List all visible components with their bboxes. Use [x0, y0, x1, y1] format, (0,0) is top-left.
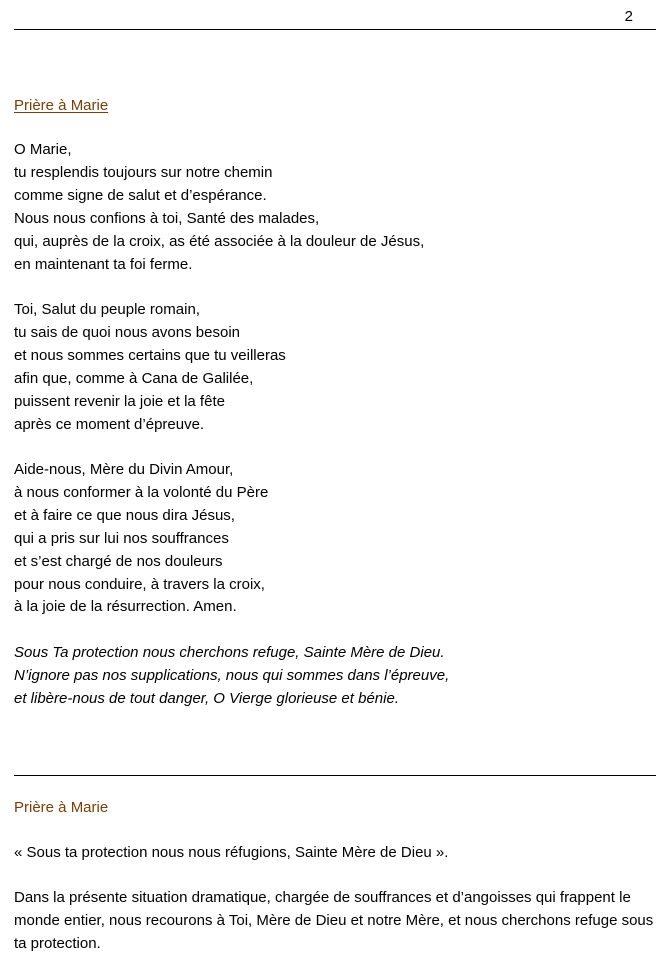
stanza-3 — [14, 459, 654, 619]
stanza-line: Nous nous confions à toi, Santé des malades, — [14, 209, 320, 227]
stanza-line: à nous conformer à la volonté du Père — [14, 483, 269, 501]
section-1-title: Prière à Marie — [14, 97, 109, 114]
stanza-line: en maintenant ta foi ferme. — [14, 255, 193, 273]
paragraph: « Sous ta protection nous nous réfugions, Sainte Mère de Dieu ». — [14, 844, 449, 861]
stanza-line: pour nous conduire, à travers la croix, — [14, 575, 265, 593]
paragraph: Dans la présente situation dramatique, chargée de souffrances et d’angoisses qui frappent le monde entier, nous recourons à Toi, Mère de Dieu et notre Mère, et nous cherchons refuge sous ta protection. — [14, 889, 654, 952]
stanza-line: et nous sommes certains que tu veilleras — [14, 346, 286, 364]
stanza-line: puissent revenir la joie et la fête — [14, 392, 225, 410]
stanza-line: qui a pris sur lui nos souffrances — [14, 529, 229, 547]
stanza-4-italic — [14, 642, 654, 711]
stanza-line: O Marie, — [14, 141, 72, 158]
stanza-line: Sous Ta protection nous cherchons refuge, Sainte Mère de Dieu. — [14, 644, 445, 661]
stanza-line: tu resplendis toujours sur notre chemin — [14, 163, 273, 181]
section-2-title: Prière à Marie — [14, 799, 109, 816]
stanza-line: qui, auprès de la croix, as été associée à la douleur de Jésus, — [14, 232, 425, 250]
stanza-1 — [14, 139, 654, 276]
stanza-line: comme signe de salut et d’espérance. — [14, 186, 267, 204]
stanza-line: et à faire ce que nous dira Jésus, — [14, 506, 235, 524]
stanza-line: N’ignore pas nos supplications, nous qui sommes dans l’épreuve, — [14, 666, 450, 684]
stanza-2 — [14, 299, 654, 436]
stanza-line: et s’est chargé de nos douleurs — [14, 552, 223, 570]
stanza-line: à la joie de la résurrection. Amen. — [14, 598, 237, 616]
stanza-line: et libère-nous de tout danger, O Vierge glorieuse et bénie. — [14, 689, 399, 707]
stanza-line: après ce moment d’épreuve. — [14, 415, 205, 433]
header-rule — [14, 29, 656, 30]
stanza-line: tu sais de quoi nous avons besoin — [14, 323, 240, 341]
page-number: 2 — [624, 8, 633, 25]
stanza-line: Toi, Salut du peuple romain, — [14, 301, 200, 318]
stanza-line: Aide-nous, Mère du Divin Amour, — [14, 461, 234, 478]
section-divider-rule — [14, 775, 656, 776]
stanza-line: afin que, comme à Cana de Galilée, — [14, 369, 254, 387]
